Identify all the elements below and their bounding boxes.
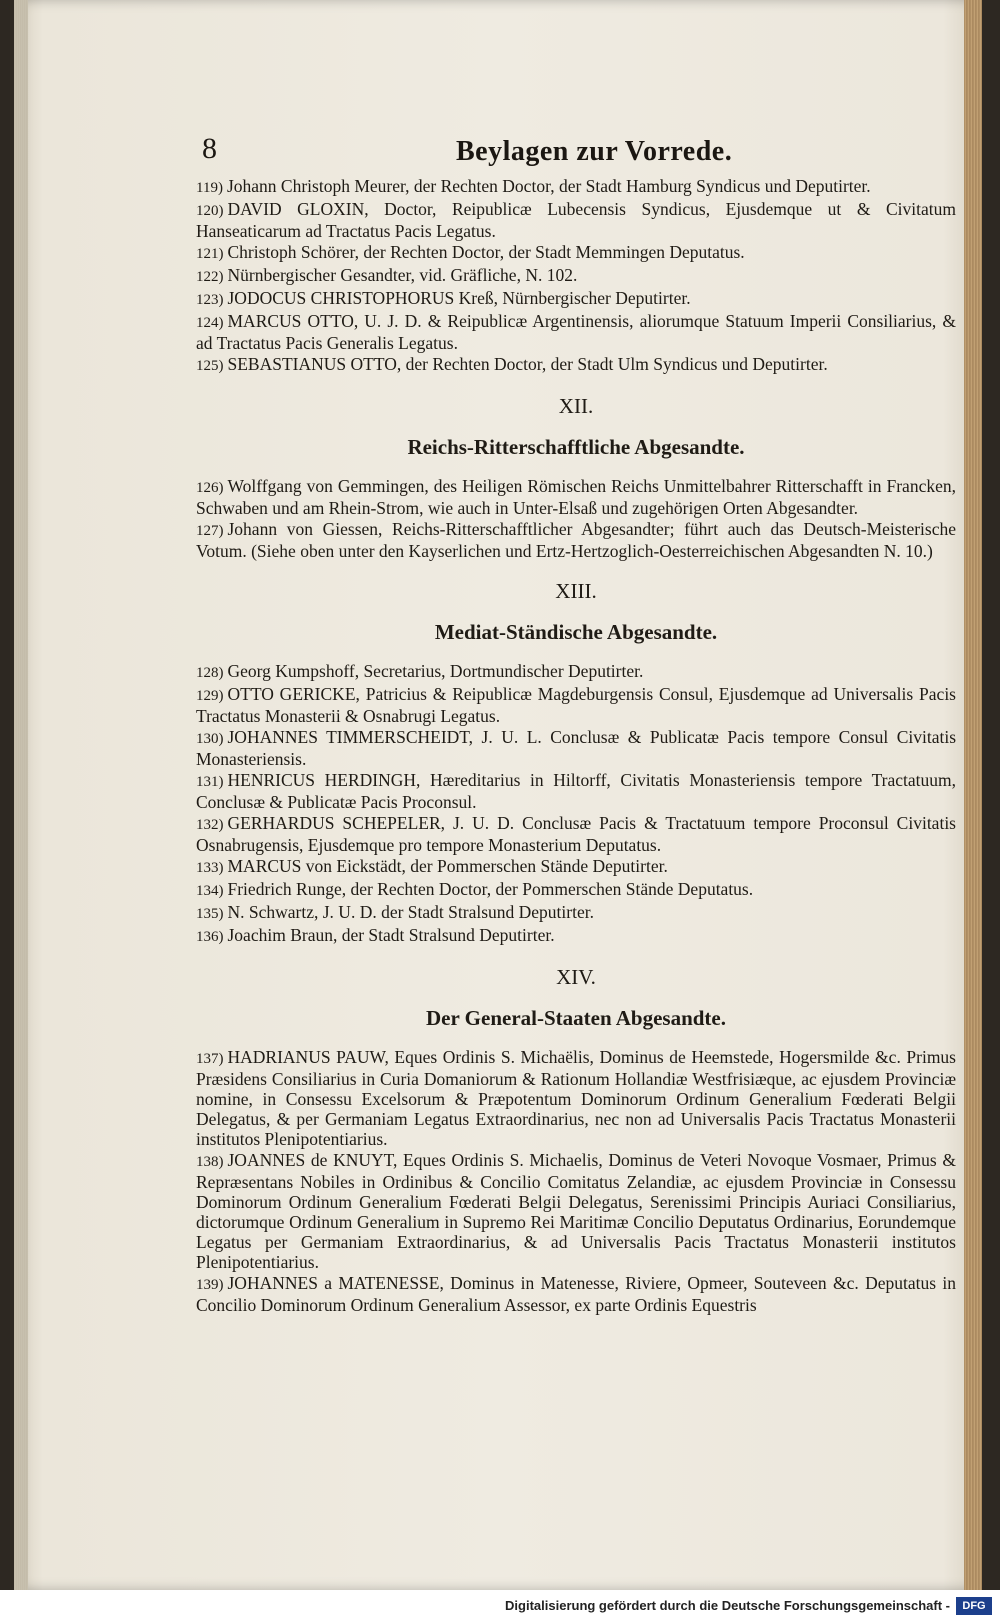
list-item: 130) JOHANNES TIMMERSCHEIDT, J. U. L. Conclusæ & Publicatæ Pacis tempore Consul Civitatis Monasteriensis.	[196, 727, 956, 769]
list-item: 123) JODOCUS CHRISTOPHORUS Kreß, Nürnbergischer Deputirter.	[196, 288, 691, 308]
section-numeral: XIV.	[556, 965, 596, 989]
entry-list-b	[196, 476, 956, 561]
entry-list-c	[196, 661, 956, 947]
list-item: 134) Friedrich Runge, der Rechten Doctor, der Pommerschen Stände Deputatus.	[196, 879, 754, 899]
footer-text: Digitalisierung gefördert durch die Deutsche Forschungsgemeinschaft -	[505, 1598, 950, 1613]
list-item: 120) DAVID GLOXIN, Doctor, Reipublicæ Lubecensis Syndicus, Ejusdemque ut & Civitatum Hanseaticarum ad Tractatus Pacis Legatus.	[196, 199, 956, 241]
page-gutter	[14, 0, 28, 1590]
list-item: 126) Wolffgang von Gemmingen, des Heiligen Römischen Reichs Unmittelbahrer Ritterschafft in Francken, Schwaben und am Rhein-Strom, wie auch in Unter-Elsaß und zugehörigen Orten Abgesandter.	[196, 476, 956, 518]
list-item: 131) HENRICUS HERDINGH, Hæreditarius in Hiltorff, Civitatis Monasteriensis tempore Tractatuum, Conclusæ & Publicatæ Pacis Proconsul.	[196, 770, 956, 812]
list-item: 132) GERHARDUS SCHEPELER, J. U. D. Conclusæ Pacis & Tractatuum tempore Proconsul Civitatis Osnabrugensis, Ejusdemque pro tempore Monasterium Deputatus.	[196, 813, 956, 855]
list-item: 138) JOANNES de KNUYT, Eques Ordinis S. Michaelis, Dominus de Veteri Novoque Vosmaer, Primus & Repræsentans Nobiles in Ordinibus & Concilio Comitatus Zelandiæ, ac ejusdem Provinciæ in Consessu Dominorum Ordinum Generalium Fœderati Belgii Delegatus, Serenissimi Principis Auriaci Consiliarius, dictorumque Ordinum Generalium in Supremo Rei Maritimæ Concilio Deputatus Ordinarius, Eorundemque Legatus per Germaniam Extraordinarius, & ad Universalis Pacis Tractatus Monasterii institutos Plenipotentiarius.	[196, 1150, 956, 1272]
page-header	[196, 132, 956, 172]
list-item: 129) OTTO GERICKE, Patricius & Reipublicæ Magdeburgensis Consul, Ejusdemque ad Universalis Pacis Tractatus Monasterii & Osnabrugi Legatus.	[196, 684, 956, 726]
list-item: 133) MARCUS von Eickstädt, der Pommerschen Stände Deputirter.	[196, 856, 668, 876]
page-number: 8	[202, 132, 217, 165]
page-body	[196, 176, 956, 1316]
list-item: 125) SEBASTIANUS OTTO, der Rechten Doctor, der Stadt Ulm Syndicus und Deputirter.	[196, 354, 828, 374]
book-fore-edge	[964, 0, 982, 1590]
list-item: 135) N. Schwartz, J. U. D. der Stadt Stralsund Deputirter.	[196, 902, 594, 922]
entry-list-a	[196, 176, 956, 376]
section-numeral: XII.	[558, 394, 594, 418]
list-item: 136) Joachim Braun, der Stadt Stralsund Deputirter.	[196, 925, 555, 945]
list-item: 127) Johann von Giessen, Reichs-Ritterschafftlicher Abgesandter; führt auch das Deutsch-Meisterische Votum. (Siehe oben unter den Kayserlichen und Ertz-Hertzoglich-Oesterreichischen Abgesandten N. 10.)	[196, 519, 956, 561]
digitization-footer	[0, 1590, 1000, 1623]
list-item: 137) HADRIANUS PAUW, Eques Ordinis S. Michaëlis, Dominus de Heemstede, Hogersmilde &c. Primus Præsidens Consiliarius in Curia Domaniorum & Rationum Hollandiæ Westfrisiæque, ac ejusdem Provinciæ nomine, in Consessu Excelsorum & Præpotentum Dominorum Ordinum Generalium Fœderati Belgii Delegatus, & per Germaniam Legatus Extraordinarius, nec non ad Universalis Pacis Tractatus Monasterii institutos Plenipotentiarius.	[196, 1047, 956, 1149]
list-item: 139) JOHANNES a MATENESSE, Dominus in Matenesse, Riviere, Opmeer, Souteveen &c. Deputatus in Concilio Dominorum Ordinum Generalium Assessor, ex parte Ordinis Equestris	[196, 1273, 956, 1315]
entry-list-d	[196, 1047, 956, 1315]
running-head: Beylagen zur Vorrede.	[456, 136, 733, 167]
section-title: Der General-Staaten Abgesandte.	[426, 1006, 726, 1030]
list-item: 119) Johann Christoph Meurer, der Rechten Doctor, der Stadt Hamburg Syndicus und Deputirter.	[196, 176, 871, 196]
list-item: 124) MARCUS OTTO, U. J. D. & Reipublicæ Argentinensis, aliorumque Statuum Imperii Consiliarius, & ad Tractatus Pacis Generalis Legatus.	[196, 311, 956, 353]
list-item: 128) Georg Kumpshoff, Secretarius, Dortmundischer Deputirter.	[196, 661, 644, 681]
section-title: Reichs-Ritterschafftliche Abgesandte.	[407, 435, 745, 459]
list-item: 122) Nürnbergischer Gesandter, vid. Gräfliche, N. 102.	[196, 265, 578, 285]
dfg-logo: DFG	[956, 1597, 992, 1615]
section-numeral: XIII.	[555, 579, 597, 603]
list-item: 121) Christoph Schörer, der Rechten Doctor, der Stadt Memmingen Deputatus.	[196, 242, 745, 262]
section-title: Mediat-Ständische Abgesandte.	[434, 620, 718, 644]
